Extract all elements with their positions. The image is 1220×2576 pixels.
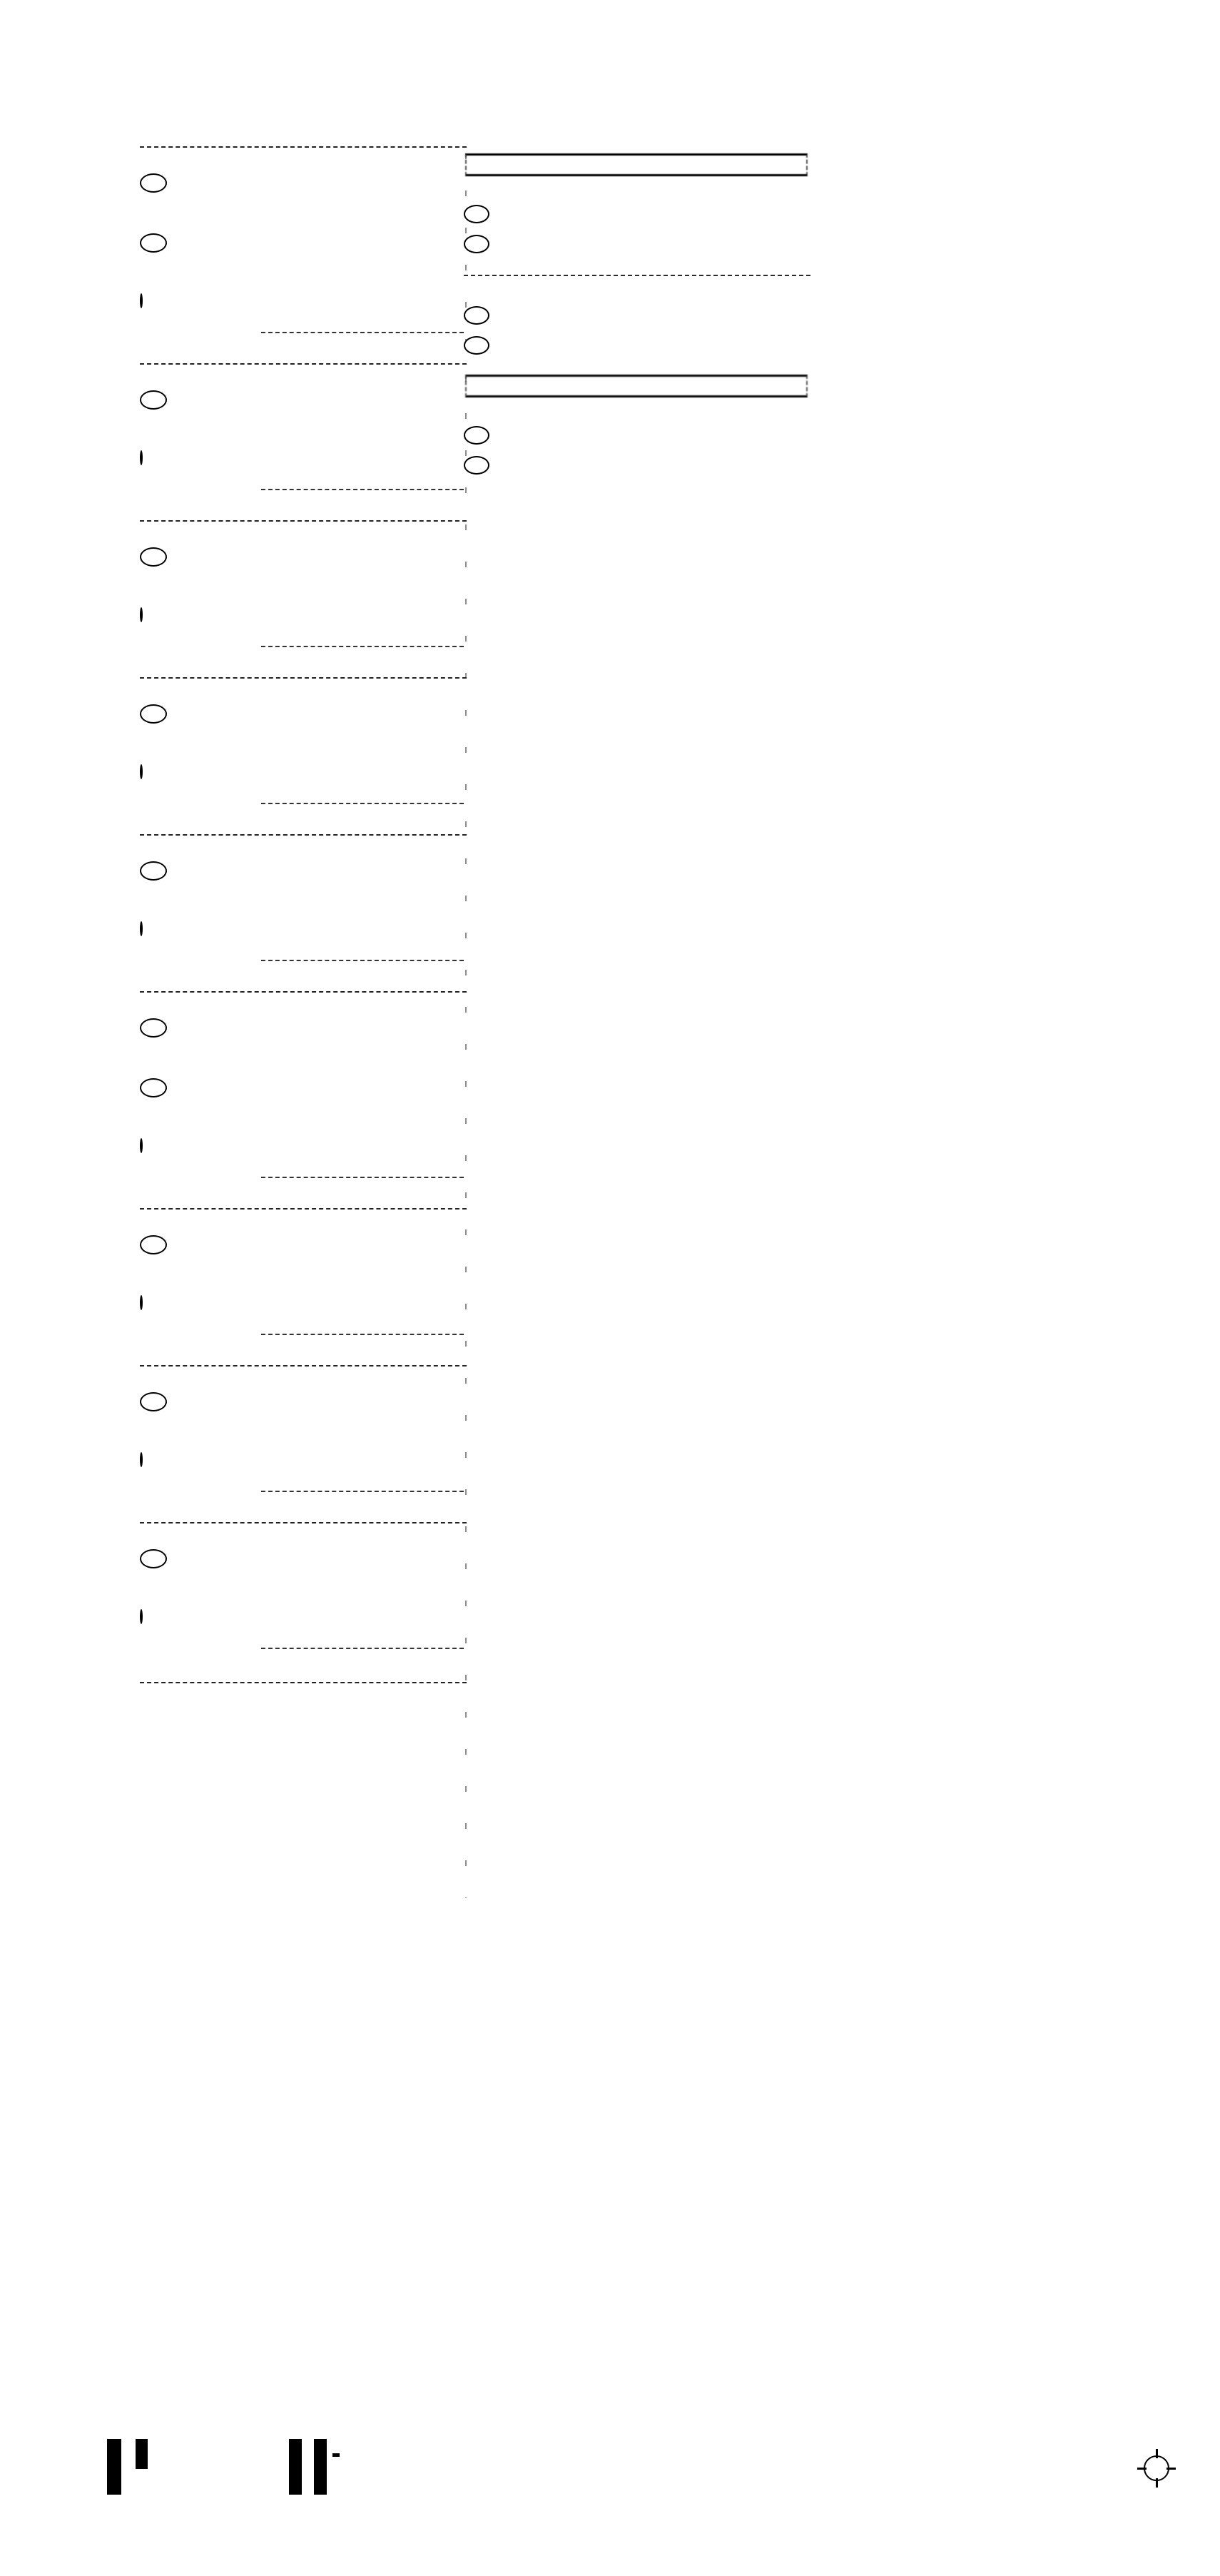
candidate-row <box>140 1546 467 1591</box>
referendum-header <box>465 375 808 397</box>
write-in-area <box>140 1648 467 1679</box>
yes-oval[interactable] <box>464 205 489 223</box>
candidate-row <box>140 171 467 215</box>
candidate-row <box>140 230 467 275</box>
write-in-area <box>140 646 467 677</box>
candidate-row <box>140 1389 467 1434</box>
yes-row <box>464 426 810 445</box>
orientation-mark <box>314 2439 327 2495</box>
orientation-mark <box>332 2453 340 2457</box>
write-in-area <box>140 1334 467 1365</box>
write-in-oval[interactable] <box>140 1452 143 1467</box>
contest-tax-commissioner <box>140 834 467 991</box>
write-in-area <box>140 1177 467 1208</box>
candidate-oval[interactable] <box>140 1078 167 1097</box>
write-in-area <box>140 332 467 363</box>
candidate-oval[interactable] <box>140 861 167 881</box>
measures-column <box>464 146 810 475</box>
yes-oval[interactable] <box>464 306 489 325</box>
candidate-oval[interactable] <box>140 704 167 724</box>
write-in-area <box>140 489 467 520</box>
write-in-oval[interactable] <box>140 607 143 622</box>
measure-amendment-1 <box>464 205 810 253</box>
candidate-row <box>140 387 467 432</box>
no-oval[interactable] <box>464 336 489 355</box>
candidate-oval[interactable] <box>140 1392 167 1411</box>
contest-county-commissioner-district-5 <box>140 1522 467 1679</box>
candidate-row <box>140 1075 467 1120</box>
write-in-oval[interactable] <box>140 1295 143 1310</box>
contests-column <box>140 146 467 1683</box>
amendments-header <box>465 153 808 176</box>
no-oval[interactable] <box>464 456 489 475</box>
write-in-area <box>140 803 467 834</box>
candidate-row <box>140 858 467 903</box>
yes-oval[interactable] <box>464 426 489 445</box>
candidate-oval[interactable] <box>140 1549 167 1568</box>
yes-row <box>464 205 810 223</box>
write-in-oval[interactable] <box>140 921 143 936</box>
write-in-oval[interactable] <box>140 450 143 465</box>
contest-county-commission-chairman <box>140 1365 467 1522</box>
candidate-oval[interactable] <box>140 173 167 193</box>
write-in-oval[interactable] <box>140 293 143 308</box>
no-oval[interactable] <box>464 235 489 253</box>
measure-amendment-2 <box>464 275 810 355</box>
write-in-oval[interactable] <box>140 1609 143 1624</box>
candidate-row <box>140 544 467 589</box>
orientation-mark <box>289 2439 302 2495</box>
measure-referendum-a <box>464 426 810 475</box>
write-in-oval[interactable] <box>140 1138 143 1153</box>
contest-sheriff <box>140 677 467 834</box>
write-in-area <box>140 1491 467 1522</box>
candidate-oval[interactable] <box>140 1018 167 1038</box>
candidate-oval[interactable] <box>140 233 167 253</box>
contest-state-representative <box>140 146 467 363</box>
write-in-area <box>140 960 467 991</box>
candidate-oval[interactable] <box>140 547 167 567</box>
candidate-oval[interactable] <box>140 1235 167 1254</box>
contest-clerk-superior-court <box>140 520 467 677</box>
candidate-row <box>140 701 467 746</box>
yes-row <box>464 306 810 325</box>
no-row <box>464 336 810 355</box>
contest-end-separator <box>140 1682 467 1683</box>
candidate-row <box>140 1015 467 1060</box>
orientation-mark <box>136 2439 148 2469</box>
no-row <box>464 235 810 253</box>
registration-crosshair-icon <box>1137 2449 1176 2488</box>
contest-solicitor-general <box>140 1208 467 1365</box>
contest-district-attorney <box>140 363 467 520</box>
contest-coroner <box>140 991 467 1208</box>
candidate-row <box>140 1232 467 1277</box>
no-row <box>464 456 810 475</box>
candidate-oval[interactable] <box>140 390 167 410</box>
orientation-mark <box>107 2439 121 2495</box>
write-in-oval[interactable] <box>140 764 143 779</box>
